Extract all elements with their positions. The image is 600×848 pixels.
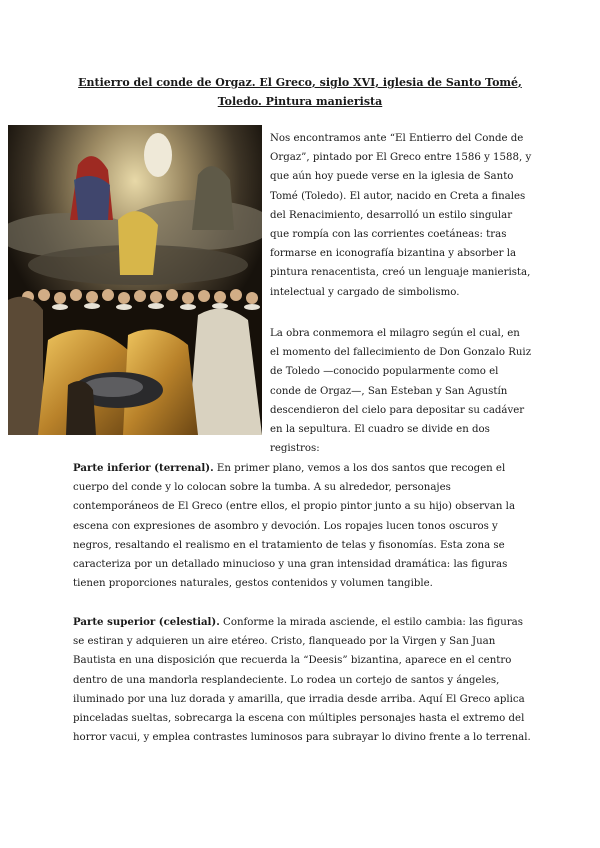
lower-register-text: En primer plano, vemos a los dos santos que recogen el cuerpo del conde y lo colocan sobre la tumba. A su alrededor, personajes contemporáneos de El Greco (entre ellos, el propio pintor junto a su hijo) observan la escena con expresiones de asombro y devoción. Los ropajes lucen tonos oscuros y negros, resaltando el realismo en el tratamiento de telas y fisonomías. Esta zona se caracteriza por un detallado minucioso y una gran intensidad dramática: las figuras tienen proporciones naturales, gestos contenidos y volumen tangible. [73,463,516,590]
intro-paragraph-1: Nos encontramos ante “El Entierro del Conde de Orgaz”, pintado por El Greco entre 1586 y 1588, y que aún hoy puede verse en la iglesia de Santo Tomé (Toledo). El autor, nacido en Creta a finales del Renacimiento, desarrolló un estilo singular que rompía con las corrientes coetáneas: tras formarse en iconografía bizantina y absorber la pintura renacentista, creó un lenguaje manierista, intelectual y cargado de simbolismo. [270,133,532,298]
upper-register-paragraph [73,613,531,747]
document-title: Entierro del conde de Orgaz. El Greco, siglo XVI, iglesia de Santo Tomé, Toledo. Pintura manierista [78,76,522,108]
painting-illustration [8,125,262,435]
lower-register-heading: Parte inferior (terrenal). [73,462,214,474]
lower-register-paragraph [73,459,531,593]
intro-paragraph-2: La obra conmemora el milagro según el cual, en el momento del fallecimiento de Don Gonzalo Ruiz de Toledo —conocido popularmente como el conde de Orgaz—, San Esteban y San Agustín descendieron del cielo para depositar su cadáver en la sepultura. El cuadro se divide en dos registros: [270,328,532,455]
upper-register-heading: Parte superior (celestial). [73,616,220,628]
painting-entierro-conde-orgaz [8,125,262,435]
upper-register-text: Conforme la mirada asciende, el estilo cambia: las figuras se estiran y adquieren un aire etéreo. Cristo, flanqueado por la Virgen y San Juan Bautista en una disposición que recuerda la “Deesis” bizantina, aparece en el centro dentro de una mandorla resplandeciente. Lo rodea un cortejo de santos y ángeles, iluminado por una luz dorada y amarilla, que irradia desde arriba. Aquí El Greco aplica pinceladas sueltas, sobrecarga la escena con múltiples personajes hasta el extremo del horror vacui, y emplea contrastes luminosos para subrayar lo divino frente a lo terrenal. [73,617,531,744]
